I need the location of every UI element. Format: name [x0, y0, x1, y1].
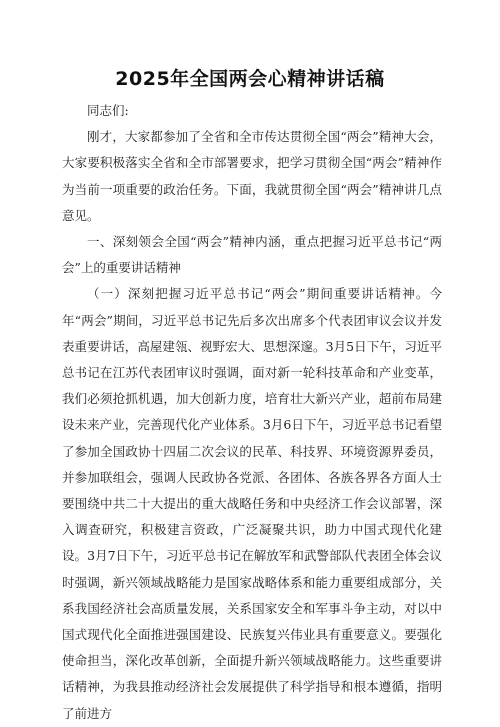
- salutation: 同志们:: [87, 103, 129, 118]
- document-title: 2025年全国两会心精神讲话稿: [115, 68, 385, 90]
- document-body: [62, 98, 442, 727]
- section-heading-1: 一、深刻领会全国“两会”精神内涵，重点把握习近平总书记“两会”上的重要讲话精神: [62, 234, 442, 276]
- paragraph-subsection-1: （一）深刻把握习近平总书记“两会”期间重要讲话精神。今年“两会”期间，习近平总书记先后多次出席多个代表团审议会议并发表重要讲话，高屋建瓴、视野宏大、思想深邃。3月5日下午，习近平总书记在江苏代表团审议时强调，面对新一轮科技革命和产业变革，我们必须抢抓机遇，加大创新力度，培育壮大新兴产业，超前布局建设未来产业，完善现代化产业体系。3月6日下午，习近平总书记看望了参加全国政协十四届二次会议的民革、科技界、环境资源界委员，并参加联组会，强调人民政协各党派、各团体、各族各界各方面人士要围绕中共二十大提出的重大战略任务和中央经济工作会议部署，深入调查研究，积极建言资政，广泛凝聚共识，助力中国式现代化建设。3月7日下午，习近平总书记在解放军和武警部队代表团全体会议时强调，新兴领域战略能力是国家战略体系和能力重要组成部分，关系我国经济社会高质量发展，关系国家安全和军事斗争主动，对以中国式现代化全面推进强国建设、民族复兴伟业具有重要意义。要强化使命担当，深化改革创新，全面提升新兴领域战略能力。这些重要讲话精神，为我县推动经济社会发展提供了科学指导和根本遵循，指明了前进方: [62, 286, 442, 721]
- paragraph-intro: 刚才，大家都参加了全省和全市传达贯彻全国“两会”精神大会，大家要积极落实全省和全市部署要求，把学习贯彻全国“两会”精神作为当前一项重要的政治任务。下面，我就贯彻全国“两会”精神讲几点意见。: [62, 129, 442, 223]
